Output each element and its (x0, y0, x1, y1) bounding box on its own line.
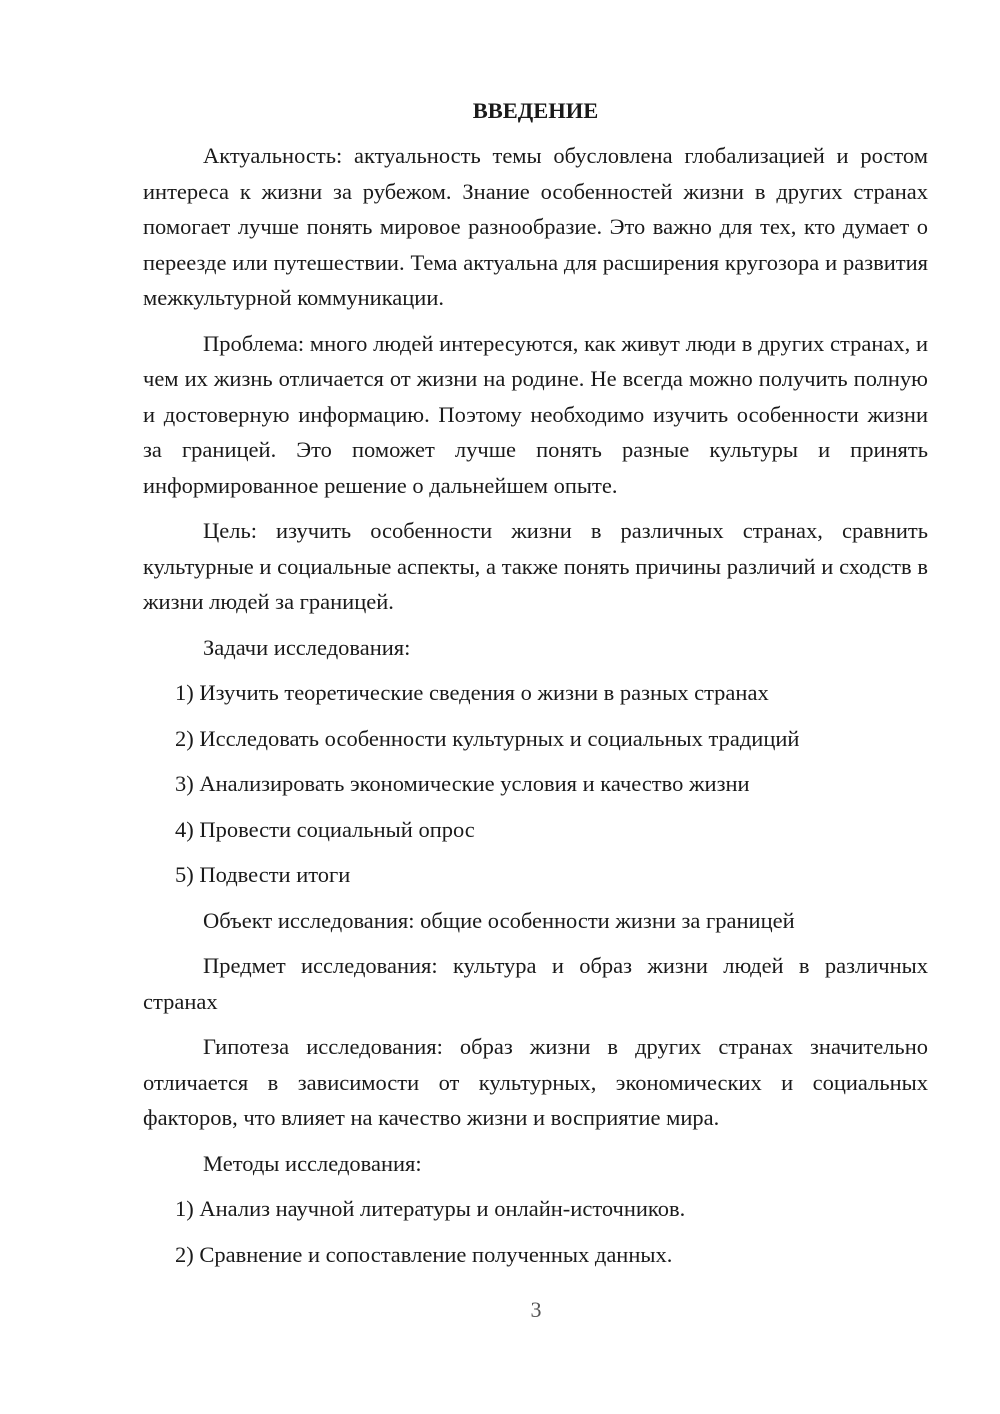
problem-paragraph: Проблема: много людей интересуются, как живут люди в других странах, и чем их жизнь отличается от жизни на родине. Не всегда можно получить полную и достоверную информацию. Поэтому необходимо изучить особенности жизни за границей. Это поможет лучше понять разные культуры и принять информированное решение о дальнейшем опыте. (143, 330, 928, 498)
page-number: 3 (530, 1297, 542, 1322)
list-item: 4) Провести социальный опрос (175, 816, 475, 842)
hypothesis-paragraph: Гипотеза исследования: образ жизни в других странах значительно отличается в зависимости от культурных, экономических и социальных факторов, что влияет на качество жизни и восприятие мира. (143, 1034, 928, 1130)
methods-heading: Методы исследования: (203, 1150, 422, 1176)
object-paragraph: Объект исследования: общие особенности жизни за границей (203, 907, 795, 933)
tasks-list (143, 675, 928, 893)
relevance-paragraph: Актуальность: актуальность темы обусловлена глобализацией и ростом интереса к жизни за рубежом. Знание особенностей жизни в других странах помогает лучше понять мировое разнообразие. Это важно для тех, кто думает о переезде или путешествии. Тема актуальна для расширения кругозора и развития межкультурной коммуникации. (143, 143, 928, 310)
section-title: ВВЕДЕНИЕ (472, 98, 599, 123)
list-item: 1) Изучить теоретические сведения о жизни в разных странах (175, 680, 769, 705)
list-item: 1) Анализ научной литературы и онлайн-источников. (175, 1196, 686, 1221)
goal-paragraph: Цель: изучить особенности жизни в различных странах, сравнить культурные и социальные аспекты, а также понять причины различий и сходств в жизни людей за границей. (143, 518, 928, 614)
tasks-heading: Задачи исследования: (203, 634, 411, 660)
methods-list (143, 1191, 928, 1272)
list-item: 3) Анализировать экономические условия и качество жизни (175, 771, 750, 796)
list-item: 2) Сравнение и сопоставление полученных данных. (175, 1241, 673, 1267)
page-content (143, 96, 928, 1282)
list-item: 2) Исследовать особенности культурных и социальных традиций (175, 725, 800, 751)
list-item: 5) Подвести итоги (175, 862, 351, 887)
subject-paragraph: Предмет исследования: культура и образ жизни людей в различных странах (143, 953, 928, 1014)
